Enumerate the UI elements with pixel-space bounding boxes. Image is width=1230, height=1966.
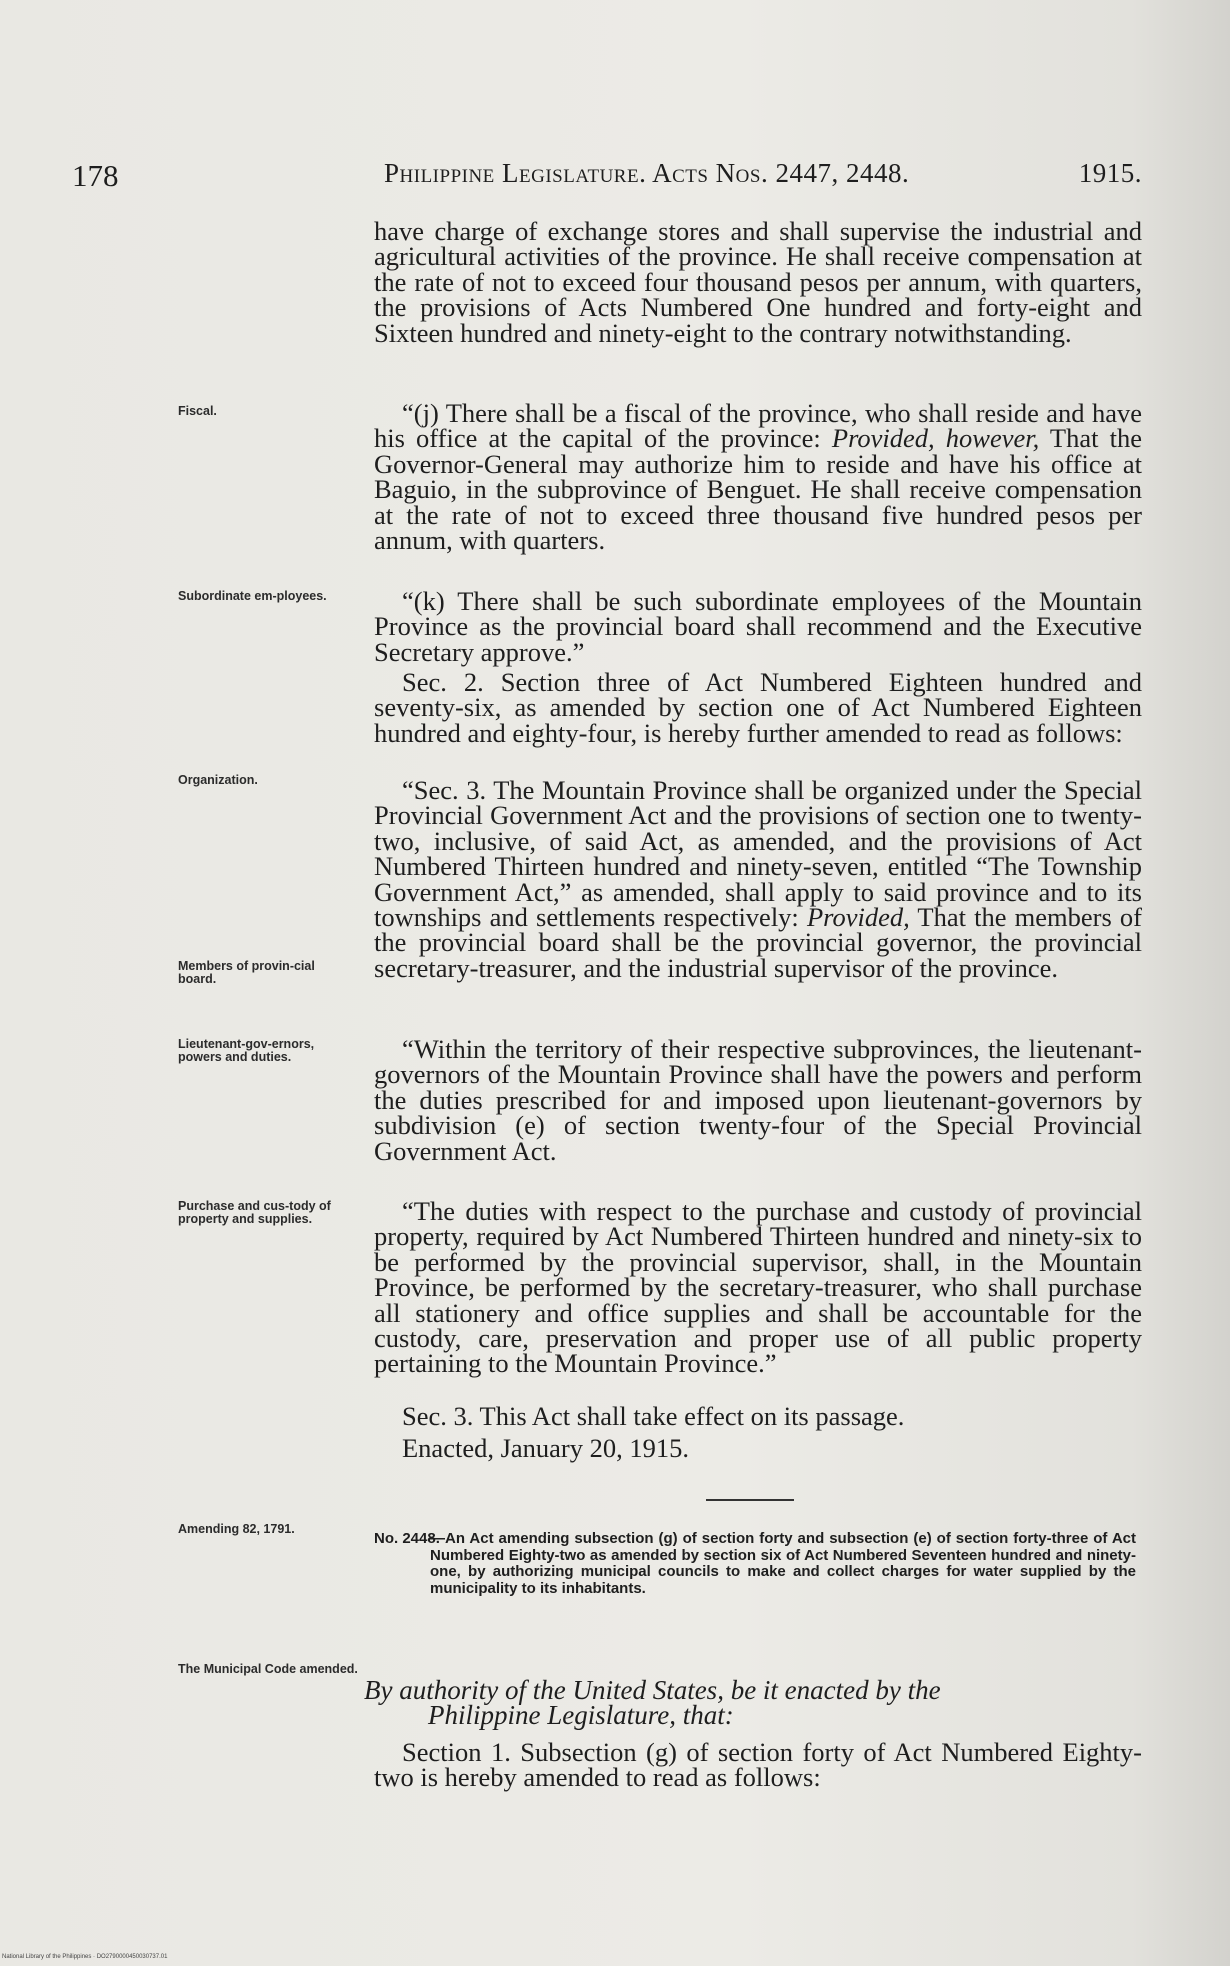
margin-note-municipal-code: The Municipal Code amended.: [178, 1662, 358, 1676]
paragraph-subordinate-employees: “(k) There shall be such subordinate employees of the Mountain Province as the provincial board shall recommend and the Executive Secretary approve.”: [374, 586, 1142, 667]
margin-note-amending: Amending 82, 1791.: [178, 1522, 295, 1536]
margin-note-lieutenant-governors: Lieutenant-gov-ernors, powers and duties.: [178, 1037, 315, 1064]
page-number: 178: [72, 158, 119, 193]
paragraph-lieutenant-governors: “Within the territory of their respective subprovinces, the lieutenant-governors of the Mountain Province shall have the powers and perform the duties prescribed for and imposed upon lieutenant-governors by subdivision (e) of section twenty-four of the Special Provincial Government Act.: [374, 1034, 1142, 1166]
paragraph-fiscal: [374, 398, 1142, 556]
paragraph-exchange-stores: have charge of exchange stores and shall supervise the industrial and agricultural activities of the province. He shall receive compensation at the rate of not to exceed four thousand pesos per annum, with quarters, the provisions of Acts Numbered One hundred and forty-eight and Sixteen hundred and ninety-eight to the contrary notwithstanding.: [374, 216, 1142, 348]
paragraph-fiscal-proviso: Provided, however,: [831, 423, 1040, 454]
margin-note-subordinate-employees: Subordinate em-ployees.: [178, 589, 327, 603]
running-head-title: Philippine Legislature. Acts Nos. 2447, 2448.: [384, 158, 910, 188]
margin-note-fiscal: Fiscal.: [178, 404, 217, 418]
margin-note-organization: Organization.: [178, 773, 258, 787]
enacted-date: Enacted, January 20, 1915.: [402, 1433, 689, 1463]
section-divider: [706, 1499, 794, 1501]
paragraph-fiscal-rest: That the Governor-General may authorize him to reside and have his office at Baguio, in the subprovince of Benguet. He shall receive compensation at the rate of not to exceed three thousand five hundred pesos per annum, with quarters.: [374, 423, 1142, 556]
running-head-year: 1915.: [1078, 158, 1142, 188]
paragraph-organization-main: “Sec. 3. The Mountain Province shall be organized under the Special Provincial Government Act and the provisions of section one to twenty-two, inclusive, of said Act, as amended, and the provisions of Act Numbered Thirteen hundred and ninety-seven, entitled “The Township Government Act,” as amended, shall apply to said province and to its townships and settlements respectively:: [374, 775, 1142, 933]
scan-footer: National Library of the Philippines · DO2790000450030737.01: [2, 1954, 168, 1960]
paragraph-fiscal-open: “(j) There shall be a fiscal of the province, who shall reside and have his office at the capital of the province:: [374, 398, 1142, 454]
bill-number: No. 2448.: [374, 1530, 440, 1547]
enacting-clause-line-1: By authority of the United States, be it enacted by the: [364, 1675, 941, 1705]
paragraph-section-3-effect: Sec. 3. This Act shall take effect on its passage.: [402, 1401, 905, 1431]
bill-description: —An Act amending subsection (g) of section forty and subsection (e) of section forty-three of Act Numbered Eighty-two as amended by section six of Act Numbered Seventeen hundred and ninety-one, by authorizing municipal councils to make and collect charges for water supplied by the municipality to its inhabitants.: [430, 1530, 1136, 1597]
running-head: [384, 158, 1142, 189]
enacting-clause-line-2: Philippine Legislature, that:: [428, 1700, 734, 1730]
margin-note-purchase-custody: Purchase and cus-tody of property and supplies.: [178, 1199, 331, 1226]
paragraph-section-2: Sec. 2. Section three of Act Numbered Eighteen hundred and seventy-six, as amended by section one of Act Numbered Eighteen hundred and eighty-four, is hereby further amended to read as follows:: [374, 667, 1142, 748]
enacting-clause: [364, 1675, 1136, 1730]
paragraph-section-3-organization: [374, 775, 1142, 983]
paragraph-organization-proviso: Provided,: [806, 902, 910, 933]
bill-title: [374, 1531, 1136, 1597]
paragraph-section-1: Section 1. Subsection (g) of section forty of Act Numbered Eighty-two is hereby amended to read as follows:: [374, 1737, 1142, 1793]
paragraph-purchase-custody: “The duties with respect to the purchase and custody of provincial property, required by Act Numbered Thirteen hundred and ninety-six to be performed by the provincial supervisor, shall, in the Mountain Province, be performed by the secretary-treasurer, who shall purchase all stationery and office supplies and shall be accountable for the custody, care, preservation and proper use of all public property pertaining to the Mountain Province.”: [374, 1196, 1142, 1379]
margin-note-members-provincial-board: Members of provin-cial board.: [178, 959, 315, 986]
paragraph-organization-rest: That the members of the provincial board shall be the provincial governor, the provincial secretary-treasurer, and the industrial supervisor of the province.: [374, 902, 1142, 983]
